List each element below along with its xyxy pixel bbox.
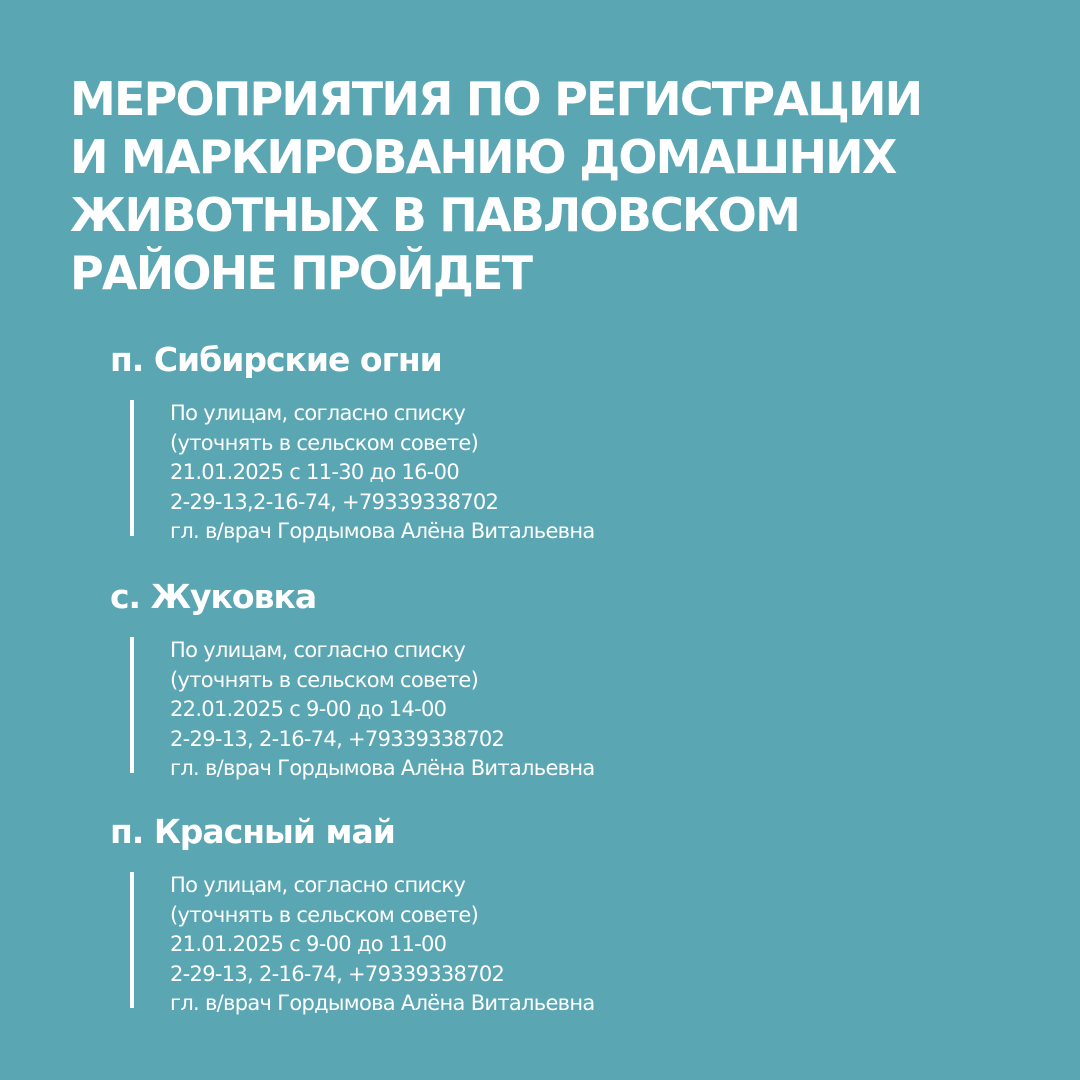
phones-text: 2-29-13,2-16-74, +79339338702	[170, 489, 499, 514]
location-block-zhukovka	[110, 575, 1010, 784]
vet-text: гл. в/врач Гордымова Алёна Витальевна	[170, 991, 595, 1015]
schedule-text: 21.01.2025 с 11-30 до 16-00	[170, 460, 459, 484]
streets-text: По улицам, согласно списку	[170, 638, 466, 662]
location-name: п. Красный май	[110, 812, 395, 851]
location-name: с. Жуковка	[110, 577, 317, 616]
title-line-2: И МАРКИРОВАНИЮ ДОМАШНИХ	[70, 130, 896, 184]
phones-text: 2-29-13, 2-16-74, +79339338702	[170, 726, 505, 751]
note-text: (уточнять в сельском совете)	[170, 430, 479, 455]
page-title	[70, 70, 1030, 302]
note-text: (уточнять в сельском совете)	[170, 902, 479, 927]
title-line-1: МЕРОПРИЯТИЯ ПО РЕГИСТРАЦИИ	[70, 72, 922, 126]
location-details	[110, 399, 1010, 547]
location-block-krasny-may	[110, 810, 1010, 1019]
location-block-sibirskie-ogni	[110, 338, 1010, 547]
location-details	[110, 871, 1010, 1019]
vet-text: гл. в/врач Гордымова Алёна Витальевна	[170, 519, 595, 543]
note-text: (уточнять в сельском совете)	[170, 667, 479, 692]
schedule-text: 22.01.2025 с 9-00 до 14-00	[170, 697, 447, 721]
location-details	[110, 636, 1010, 784]
streets-text: По улицам, согласно списку	[170, 401, 466, 425]
phones-text: 2-29-13, 2-16-74, +79339338702	[170, 961, 505, 986]
title-line-4: РАЙОНЕ ПРОЙДЕТ	[70, 246, 532, 300]
schedule-text: 21.01.2025 с 9-00 до 11-00	[170, 932, 447, 956]
title-line-3: ЖИВОТНЫХ В ПАВЛОВСКОМ	[70, 188, 800, 242]
location-name: п. Сибирские огни	[110, 340, 442, 379]
vertical-divider	[130, 400, 134, 536]
streets-text: По улицам, согласно списку	[170, 873, 466, 897]
vertical-divider	[130, 637, 134, 773]
vertical-divider	[130, 872, 134, 1008]
vet-text: гл. в/врач Гордымова Алёна Витальевна	[170, 756, 595, 780]
